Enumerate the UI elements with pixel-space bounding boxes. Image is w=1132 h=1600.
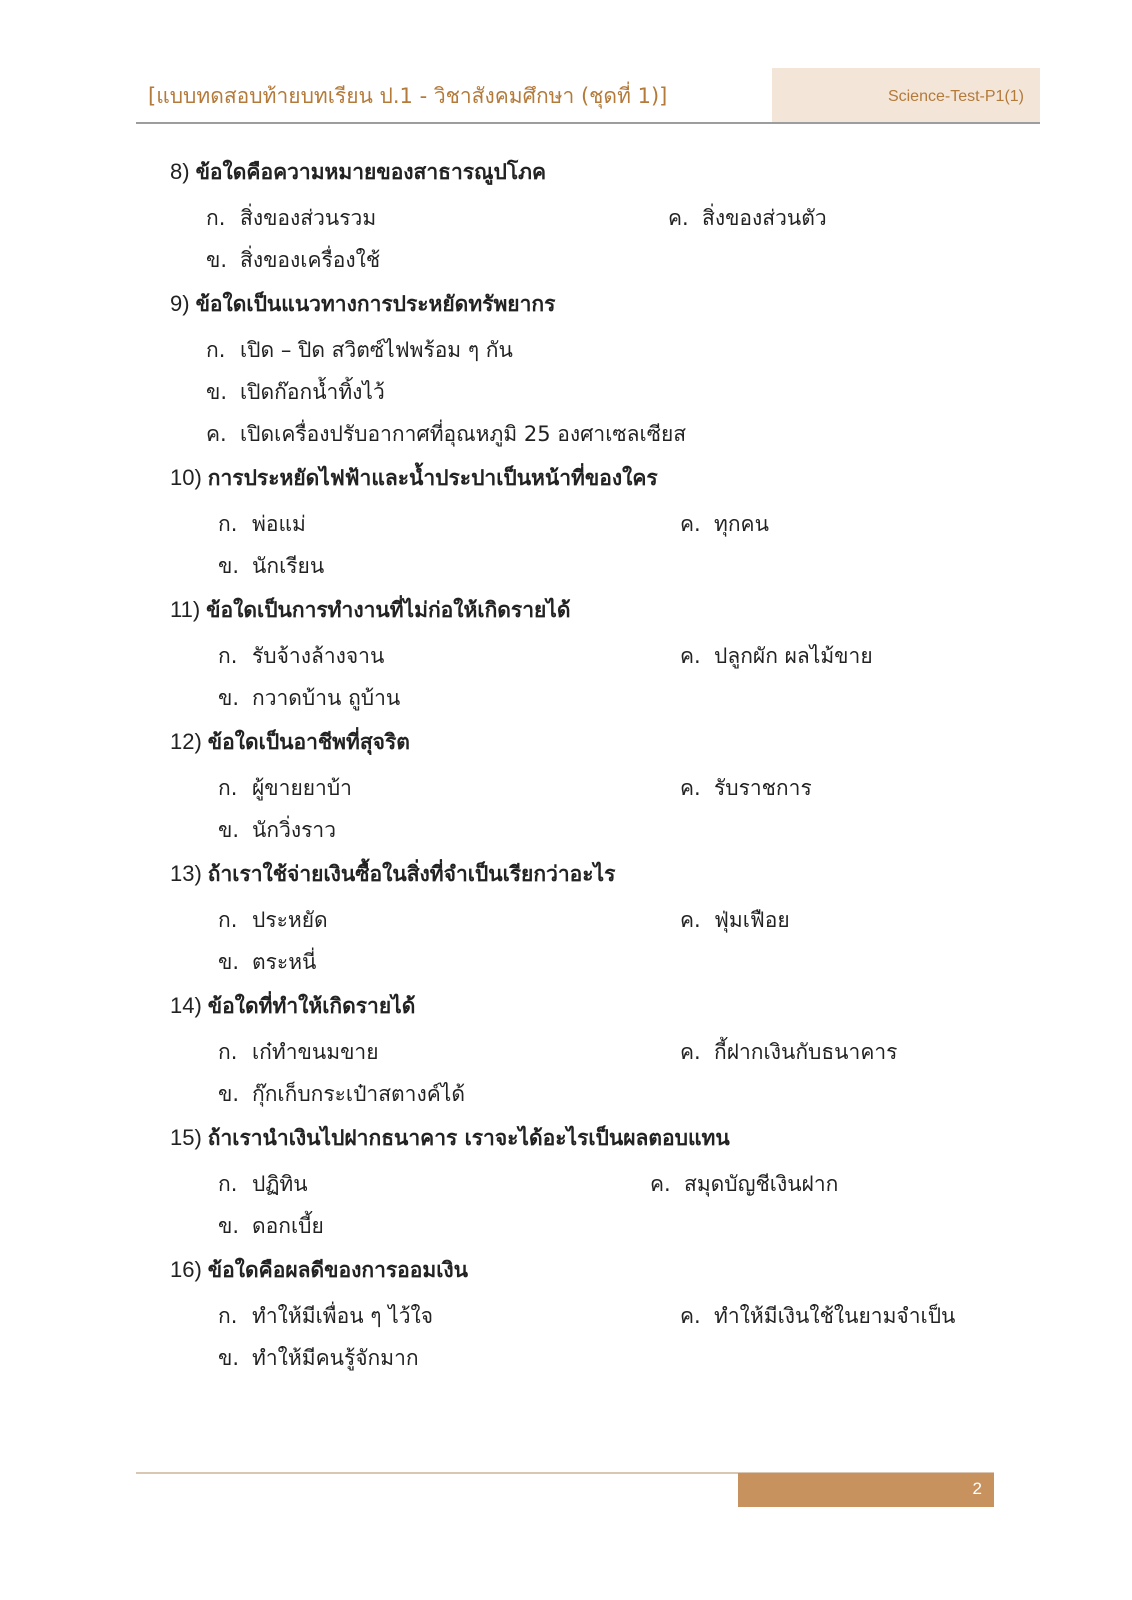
question-16	[170, 1254, 468, 1287]
option-text: ปฏิทิน	[252, 1172, 308, 1196]
question-text: ถ้าเรานำเงินไปฝากธนาคาร เราจะได้อะไรเป็นผลตอบแทน	[207, 1126, 730, 1150]
option	[218, 946, 316, 979]
option	[218, 682, 400, 715]
option-letter: ก.	[218, 908, 238, 932]
question-text: ข้อใดที่ทำให้เกิดรายได้	[207, 994, 416, 1018]
question-text: ถ้าเราใช้จ่ายเงินซื้อในสิ่งที่จำเป็นเรียกว่าอะไร	[207, 862, 616, 886]
option-letter: ข.	[218, 1082, 240, 1106]
option-text: เปิด – ปิด สวิตซ์ไฟพร้อม ๆ กัน	[240, 338, 513, 362]
option-text: พ่อแม่	[252, 512, 306, 536]
page-number: 2	[972, 1479, 982, 1498]
option-letter: ก.	[218, 1304, 238, 1328]
question-number: 9)	[170, 291, 190, 316]
option-letter: ค.	[680, 776, 701, 800]
question-12	[170, 726, 410, 759]
option-letter: ข.	[218, 818, 240, 842]
option	[680, 1036, 897, 1069]
option-text: เก๋ทำขนมขาย	[252, 1040, 379, 1064]
option-text: ทำให้มีเพื่อน ๆ ไว้ใจ	[252, 1304, 434, 1328]
option-letter: ข.	[206, 380, 228, 404]
question-number: 12)	[170, 729, 202, 754]
option-letter: ข.	[218, 950, 240, 974]
question-15	[170, 1122, 730, 1155]
option-letter: ค.	[680, 908, 701, 932]
option-letter: ข.	[218, 1214, 240, 1238]
option-text: ประหยัด	[252, 908, 328, 932]
option	[218, 814, 336, 847]
question-8	[170, 156, 546, 189]
option-text: สิ่งของเครื่องใช้	[240, 248, 381, 272]
option	[206, 334, 513, 367]
option-letter: ก.	[206, 338, 226, 362]
option	[218, 508, 306, 541]
option-letter: ก.	[218, 1172, 238, 1196]
option-text: กุ๊กเก็บกระเป๋าสตางค์ได้	[252, 1082, 465, 1106]
option-letter: ค.	[650, 1172, 671, 1196]
question-9	[170, 288, 555, 321]
option	[680, 772, 812, 805]
option	[206, 244, 380, 277]
option	[680, 1300, 955, 1333]
option	[650, 1168, 838, 1201]
footer-page-box	[738, 1473, 994, 1507]
question-number: 8)	[170, 159, 190, 184]
option	[218, 640, 384, 673]
question-number: 15)	[170, 1125, 202, 1150]
option	[218, 550, 324, 583]
option	[218, 772, 352, 805]
question-text: ข้อใดคือผลดีของการออมเงิน	[207, 1258, 468, 1282]
option-text: ทำให้มีเงินใช้ในยามจำเป็น	[714, 1304, 956, 1328]
option-letter: ค.	[680, 1304, 701, 1328]
option-text: ทุกคน	[714, 512, 769, 536]
option	[680, 904, 790, 937]
option	[218, 1168, 308, 1201]
question-10	[170, 462, 658, 495]
option	[668, 202, 827, 235]
option-letter: ก.	[218, 644, 238, 668]
option-text: นักวิ่งราว	[252, 818, 336, 842]
option-text: เปิดก๊อกน้ำทิ้งไว้	[240, 380, 385, 404]
option-text: ทำให้มีคนรู้จักมาก	[252, 1346, 419, 1370]
option-text: ผู้ขายยาบ้า	[252, 776, 352, 800]
option-letter: ข.	[218, 1346, 240, 1370]
option	[206, 418, 686, 451]
question-13	[170, 858, 615, 891]
option-text: ปลูกผัก ผลไม้ขาย	[714, 644, 873, 668]
question-number: 10)	[170, 465, 202, 490]
question-number: 14)	[170, 993, 202, 1018]
option-text: ดอกเบี้ย	[252, 1214, 324, 1238]
option-letter: ค.	[668, 206, 689, 230]
option-letter: ค.	[680, 512, 701, 536]
option-letter: ก.	[218, 1040, 238, 1064]
option	[206, 202, 376, 235]
option-text: ตระหนี่	[252, 950, 317, 974]
question-text: ข้อใดเป็นแนวทางการประหยัดทรัพยากร	[195, 292, 556, 316]
option-letter: ค.	[206, 422, 227, 446]
question-text: ข้อใดคือความหมายของสาธารณูปโภค	[195, 160, 547, 184]
option-text: สิ่งของส่วนรวม	[240, 206, 377, 230]
option-text: เปิดเครื่องปรับอากาศที่อุณหภูมิ 25 องศาเซลเซียส	[240, 422, 687, 446]
option-text: ฟุ่มเฟือย	[714, 908, 790, 932]
option-text: นักเรียน	[252, 554, 325, 578]
option	[218, 1300, 433, 1333]
question-text: ข้อใดเป็นอาชีพที่สุจริต	[207, 730, 410, 754]
option-text: กี้ฝากเงินกับธนาคาร	[714, 1040, 898, 1064]
question-11	[170, 594, 571, 627]
option-text: กวาดบ้าน ถูบ้าน	[252, 686, 401, 710]
header-code: Science-Test-P1(1)	[887, 88, 1024, 105]
option	[218, 1210, 324, 1243]
option-letter: ค.	[680, 644, 701, 668]
question-number: 13)	[170, 861, 202, 886]
question-text: การประหยัดไฟฟ้าและน้ำประปาเป็นหน้าที่ของใคร	[207, 466, 658, 490]
option-text: รับราชการ	[714, 776, 812, 800]
option	[218, 1036, 379, 1069]
option-text: สมุดบัญชีเงินฝาก	[684, 1172, 839, 1196]
option-text: รับจ้างล้างจาน	[252, 644, 385, 668]
option	[218, 904, 328, 937]
option	[218, 1078, 465, 1111]
question-14	[170, 990, 415, 1023]
option	[680, 640, 873, 673]
option-letter: ข.	[218, 554, 240, 578]
option	[218, 1342, 419, 1375]
header-title: [แบบทดสอบท้ายบทเรียน ป.1 - วิชาสังคมศึกษา (ชุดที่ 1)]	[148, 84, 668, 108]
question-number: 11)	[170, 597, 201, 622]
question-text: ข้อใดเป็นการทำงานที่ไม่ก่อให้เกิดรายได้	[206, 598, 571, 622]
option	[680, 508, 769, 541]
option-letter: ก.	[218, 776, 238, 800]
option-letter: ข.	[218, 686, 240, 710]
option-letter: ก.	[206, 206, 226, 230]
question-number: 16)	[170, 1257, 202, 1282]
option-letter: ก.	[218, 512, 238, 536]
option-letter: ค.	[680, 1040, 701, 1064]
option	[206, 376, 385, 409]
option-letter: ข.	[206, 248, 228, 272]
option-text: สิ่งของส่วนตัว	[702, 206, 827, 230]
